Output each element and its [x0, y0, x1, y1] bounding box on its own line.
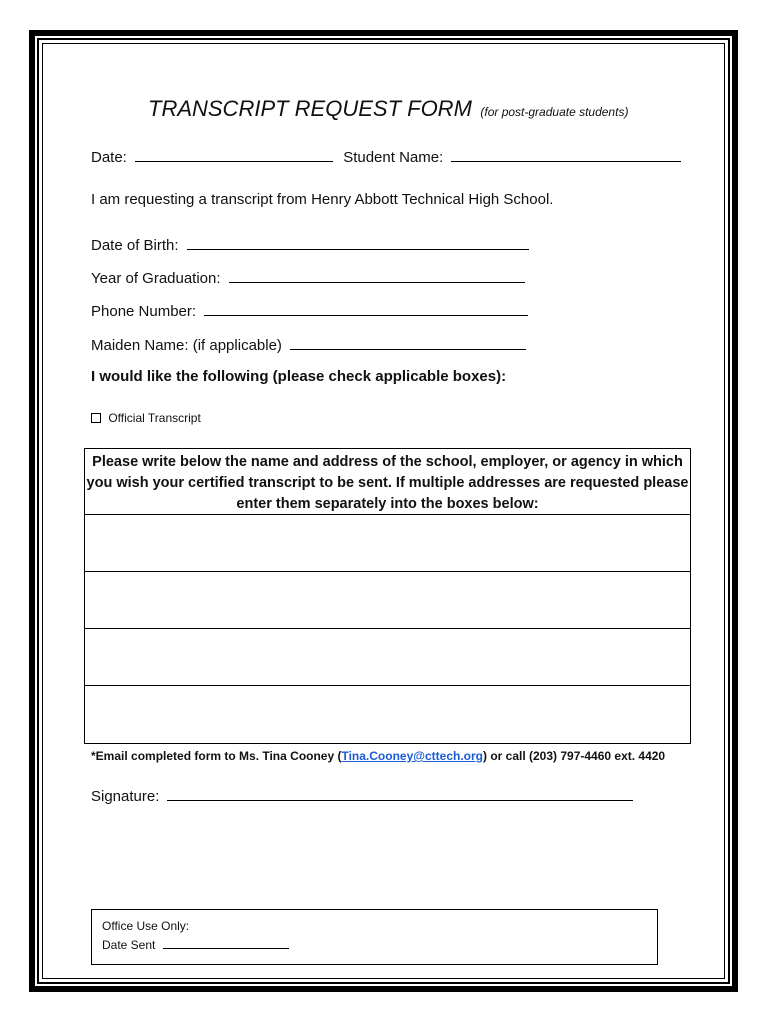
date-sent-label: Date Sent: [102, 938, 156, 952]
official-transcript-option[interactable]: [91, 411, 201, 425]
address-box-2[interactable]: [85, 572, 690, 629]
form-title-note: (for post-graduate students): [480, 105, 629, 119]
student-name-label: Student Name:: [343, 149, 444, 166]
official-transcript-label: Official Transcript: [108, 411, 201, 425]
student-name-field[interactable]: [451, 147, 681, 162]
form-title-row: [148, 96, 628, 122]
email-note: [91, 747, 691, 766]
address-box-4[interactable]: [85, 686, 690, 743]
address-instructions: Please write below the name and address of the school, employer, or agency in which you wish your certified transcript to be sent. If multiple addresses are requested please enter them separately into the boxes below:: [85, 449, 690, 515]
address-table: [84, 448, 691, 744]
signature-label: Signature:: [91, 788, 160, 805]
form-title: TRANSCRIPT REQUEST FORM: [148, 96, 472, 121]
address-box-1[interactable]: [85, 515, 690, 572]
address-box-3[interactable]: [85, 629, 690, 686]
office-use-box: [91, 909, 658, 965]
grad-year-row: [91, 268, 525, 287]
phone-field[interactable]: [204, 301, 528, 316]
phone-row: [91, 301, 528, 320]
maiden-name-row: [91, 335, 526, 354]
signature-field[interactable]: [167, 786, 633, 801]
note-suffix: ) or call (203) 797-4460 ext. 4420: [482, 749, 666, 763]
official-transcript-checkbox[interactable]: [91, 413, 101, 423]
maiden-name-field[interactable]: [290, 335, 526, 350]
phone-label: Phone Number:: [91, 303, 197, 320]
dob-row: [91, 235, 529, 254]
date-field[interactable]: [135, 147, 333, 162]
grad-year-field[interactable]: [229, 268, 525, 283]
date-sent-row: [102, 936, 657, 955]
email-link[interactable]: Tina.Cooney@cttech.org: [341, 749, 483, 763]
grad-year-label: Year of Graduation:: [91, 270, 221, 287]
note-prefix: *Email completed form to Ms. Tina Cooney (: [91, 749, 342, 763]
date-label: Date:: [91, 149, 127, 166]
signature-row: [91, 786, 633, 805]
dob-field[interactable]: [187, 235, 529, 250]
maiden-name-label: Maiden Name: (if applicable): [91, 337, 282, 354]
options-heading: I would like the following (please check applicable boxes):: [91, 368, 507, 385]
office-heading: Office Use Only:: [102, 919, 190, 933]
date-sent-field[interactable]: [163, 937, 289, 949]
dob-label: Date of Birth:: [91, 237, 179, 254]
request-statement: I am requesting a transcript from Henry Abbott Technical High School.: [91, 191, 554, 208]
date-student-row: [91, 147, 681, 166]
